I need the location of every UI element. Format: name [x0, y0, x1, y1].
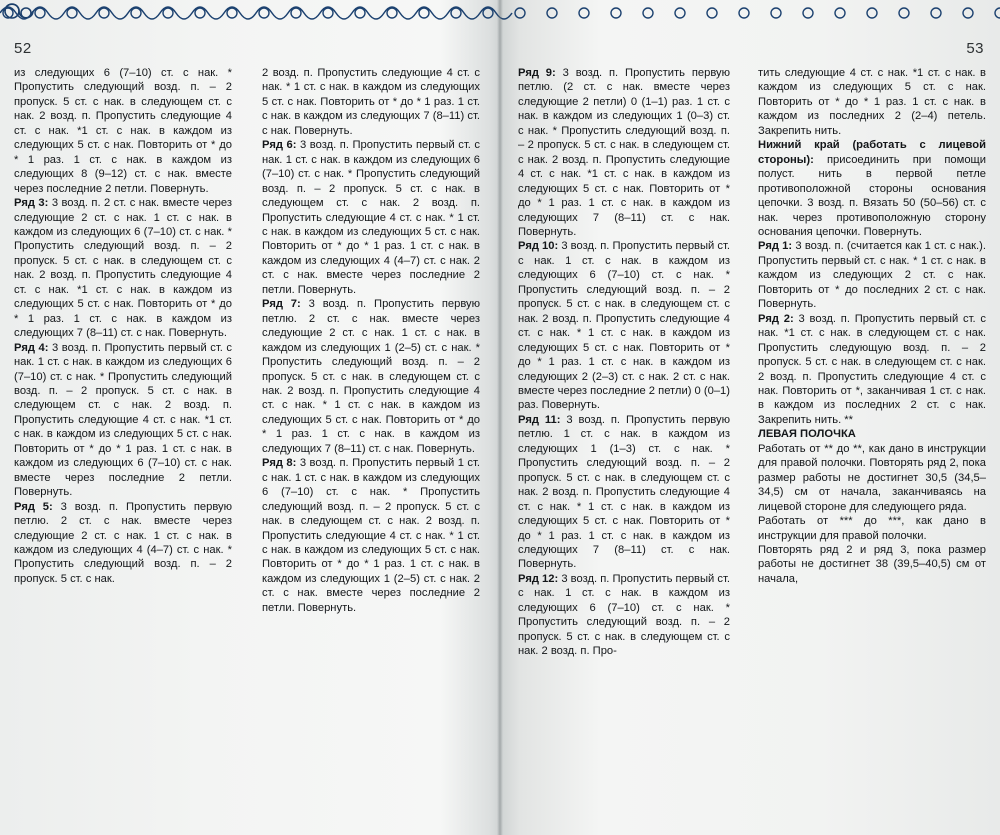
paragraph [758, 442, 986, 514]
row-label: Ряд 3: [14, 197, 49, 210]
row-label: Ряд 8: [262, 457, 297, 470]
paragraph-text: 3 возд. п. Пропустить первый ст. с нак. *1 ст. с нак. в следующем ст. с нак. Пропустить следующую возд. п. – 2 пропуск. 5 ст. с нак. в следующем ст. с нак. 2 возд. п. Пропустить следующие 4 ст. с нак. Повторить от *, заканчивая 1 ст. с нак. в каждом из последних 2 ст. с нак. Закрепить нить. ** [758, 312, 986, 426]
row-label: Ряд 11: [518, 413, 561, 426]
paragraph-text: Повторять ряд 2 и ряд 3, пока размер работы не достигнет 38 (39,5–40,5) см от начала, [758, 543, 986, 585]
text-column-3 [518, 66, 730, 659]
paragraph-text: из следующих 6 (7–10) ст. с нак. * Пропустить следующий возд. п. – 2 пропуск. 5 ст. с нак. в следующем ст. с нак. 2 возд. п. Пропустить следующие 4 ст. с нак. *1 ст. с нак. в каждом из следующих 5 ст. с нак. Повторить от * до * 1 раз. 1 ст. с нак. в каждом из следующих 8 (9–12) ст. с нак. вместе через последние 2 петли. Повернуть. [14, 67, 232, 195]
paragraph [758, 66, 986, 138]
page-number-left: 52 [14, 40, 32, 57]
paragraph [758, 239, 986, 311]
text-column-4 [758, 66, 986, 586]
paragraph-text: тить следующие 4 ст. с нак. *1 ст. с нак. в каждом из следующих 5 ст. с нак. Повторить от * до * 1 раз. 1 ст. с нак. в каждом из последних 2 (2–4) петель. Закрепить нить. [758, 67, 986, 137]
paragraph-text: Работать от *** до ***, как дано в инструкции для правой полочки. [758, 515, 986, 542]
text-column-2 [262, 66, 480, 615]
row-label: Ряд 7: [262, 298, 301, 311]
row-label: Ряд 6: [262, 139, 297, 152]
row-label: Ряд 9: [518, 67, 556, 79]
row-label: Ряд 2: [758, 312, 794, 325]
paragraph-text: 3 возд. п. Пропустить первый ст. с нак. 1 ст. с нак. в каждом из следующих 6 (7–10) ст. с нак. * Пропустить следующий возд. п. – 2 пропуск. 5 ст. с нак. в следующем ст. с нак. 2 возд. п. Пропустить следующие 4 ст. с нак. * 1 ст. с нак. в каждом из следующих 5 ст. с нак. Повторить от * до * 1 раз. 1 ст. с нак. в каждом из следующих 2 (2–3) ст. с нак. 2 ст. с нак. вместе через последние 2 петли) 0 (0–1) раз. Повернуть. [518, 240, 730, 412]
paragraph [14, 341, 232, 500]
paragraph-text: Работать от ** до **, как дано в инструкции для правой полочки. Повторять ряд 2, пока размер работы не достигнет 30,5 (34,5–34,5) см от начала, заканчиваясь на лицевой стороне для следующего ряда. [758, 442, 986, 513]
paragraph-text: 2 возд. п. Пропустить следующие 4 ст. с нак. * 1 ст. с нак. в каждом из следующих 5 ст. с нак. Повторить от * до * 1 раз. 1 ст. с нак. в каждом из следующих 7 (8–11) ст. с нак. Повернуть. [262, 67, 480, 137]
paragraph [758, 138, 986, 239]
paragraph [262, 297, 480, 456]
section-heading: ЛЕВАЯ ПОЛОЧКА [758, 428, 856, 441]
paragraph [518, 572, 730, 659]
paragraph [758, 514, 986, 543]
paragraph [262, 66, 480, 138]
paragraph [262, 138, 480, 297]
paragraph [758, 543, 986, 586]
paragraph-text: 3 возд. п. 2 ст. с нак. вместе через следующие 2 ст. с нак. 1 ст. с нак. в каждом из следующих 6 (7–10) ст. с нак. * Пропустить следующий возд. п. – 2 пропуск. 5 ст. с нак. в следующем ст. с нак. 2 возд. п. Пропустить следующие 4 ст. с нак. *1 ст. с нак. в каждом из следующих 5 ст. с нак. Повторить от * до * 1 раз. 1 ст. с нак. в каждом из следующих 7 (8–11) ст. с нак. Повернуть. [14, 197, 233, 340]
paragraph-text: 3 возд. п. Пропустить первую петлю. 2 ст. с нак. вместе через следующие 2 ст. с нак. 1 ст. с нак. в каждом из следующих 4 (4–7) ст. с нак. * Пропустить следующий возд. п. – 2 пропуск. 5 ст. с нак. [14, 500, 233, 585]
paragraph-text: 3 возд. п. Пропустить первый 1 ст. с нак. 1 ст. с нак. в каждом из следующих 6 (7–10) ст. с нак. * Пропустить следующий возд. п. – 2 пропуск. 5 ст. с нак. в следующем ст. с нак. 2 возд. п. Пропустить следующие 4 ст. с нак. * 1 ст. с нак. в каждом из следующих 5 ст. с нак. Повторить от * до * 1 раз. 1 ст. с нак. в каждом из следующих 1 (2–5) ст. с нак. 2 ст. с нак. вместе через последние 2 петли. Повернуть. [262, 457, 480, 614]
paragraph-text: 3 возд. п. Пропустить первую петлю. 1 ст. с нак. в каждом из следующих 1 (1–3) ст. с нак. * Пропустить следующий возд. п. – 2 пропуск. 5 ст. с нак. в следующем ст. с нак. 2 возд. п. Пропустить следующие 4 ст. с нак. * 1 ст. с нак. в каждом из следующих 5 ст. с нак. Повторить от * до * 1 раз. 1 ст. с нак. в каждом из следующих 7 (8–11) ст. с нак. Повернуть. [518, 413, 730, 571]
paragraph [518, 66, 730, 239]
row-label: Ряд 12: [518, 572, 559, 585]
row-label: Ряд 4: [14, 341, 49, 354]
paragraph [518, 239, 730, 412]
paragraph [14, 66, 232, 196]
page-gutter [497, 0, 503, 835]
paragraph [14, 500, 232, 587]
paragraph-text: 3 возд. п. Пропустить первый ст. с нак. 1 ст. с нак. в каждом из следующих 6 (7–10) ст. с нак. * Пропустить следующий возд. п. – 2 пропуск. 5 ст. с нак. в следующем ст. с нак. 2 возд. п. Пропустить следующие 4 ст. с нак. * 1 ст. с нак. в каждом из следующих 5 ст. с нак. Повторить от * до * 1 раз. 1 ст. с нак. в каждом из следующих 4 (4–7) ст. с нак. 2 ст. с нак. вместе через последние 2 петли. Повернуть. [262, 139, 480, 296]
row-label: Ряд 10: [518, 240, 559, 253]
paragraph-text: 3 возд. п. Пропустить первый ст. с нак. 1 ст. с нак. в каждом из следующих 6 (7–10) ст. с нак. * Пропустить следующий возд. п. – 2 пропуск. 5 ст. с нак. в следующем ст. с нак. 2 возд. п. Про- [518, 572, 730, 658]
subsection-label: Нижний край (работать с лицевой стороны): [758, 139, 986, 166]
paragraph-text: 3 возд. п. Пропустить первый ст. с нак. 1 ст. с нак. в каждом из следующих 6 (7–10) ст. с нак. * Пропустить следующий возд. п. – 2 пропуск. 5 ст. с нак. в следующем ст. с нак. 2 возд. п. Пропустить следующие 4 ст. с нак. *1 ст. с нак. в каждом из следующих 5 ст. с нак. Повторить от * до * 1 раз. 1 ст. с нак. в каждом из следующих 6 (7–10) ст. с нак. вместе через последние 2 петли. Повернуть. [14, 341, 232, 499]
row-label: Ряд 1: [758, 240, 793, 253]
row-label: Ряд 5: [14, 500, 53, 513]
page-number-right: 53 [966, 40, 984, 57]
paragraph [14, 196, 232, 341]
paragraph [262, 456, 480, 615]
paragraph [518, 413, 730, 572]
paragraph-text: 3 возд. п. Пропустить первую петлю. 2 ст. с нак. вместе через следующие 2 ст. с нак. 1 ст. с нак. в каждом из следующих 1 (2–5) ст. с нак. * Пропустить следующий возд. п. – 2 пропуск. 5 ст. с нак. в следующем ст. с нак. 2 возд. п. Пропустить следующие 4 ст. с нак. * 1 ст. с нак. в каждом из следующих 5 ст. с нак. Повторить от * до * 1 раз. 1 ст. с нак. в каждом из следующих 7 (8–11) ст. с нак. Повернуть. [262, 298, 481, 455]
paragraph-text: присоединить при помощи полуст. нить в первой петле противоположной стороны основания цепочки. 3 возд. п. Вязать 50 (50–56) ст. с нак. через противоположную сторону основания цепочки. Повернуть. [758, 153, 986, 238]
paragraph-text: 3 возд. п. (считается как 1 ст. с нак.). Пропустить первый ст. с нак. * 1 ст. с нак. в каждом из следующих 2 ст. с нак. Повторить от * до последних 2 ст. с нак. Повернуть. [758, 240, 987, 311]
paragraph-text: 3 возд. п. Пропустить первую петлю. (2 ст. с нак. вместе через следующие 2 петли) 0 (1–1) раз. 1 ст. с нак. в каждом из следующих 1 (0–3) ст. с нак. * Пропустить следующий возд. п. – 2 пропуск. 5 ст. с нак. в следующем ст. с нак. 2 возд. п. Пропустить следующие 4 ст. с нак. *1 ст. с нак. в каждом из следующих 5 ст. с нак. Повторить от * до * 1 раз. 1 ст. с нак. в каждом из следующих 7 (8–11) ст. с нак. Повернуть. [518, 67, 731, 238]
text-column-1 [14, 66, 232, 586]
paragraph [758, 312, 986, 428]
